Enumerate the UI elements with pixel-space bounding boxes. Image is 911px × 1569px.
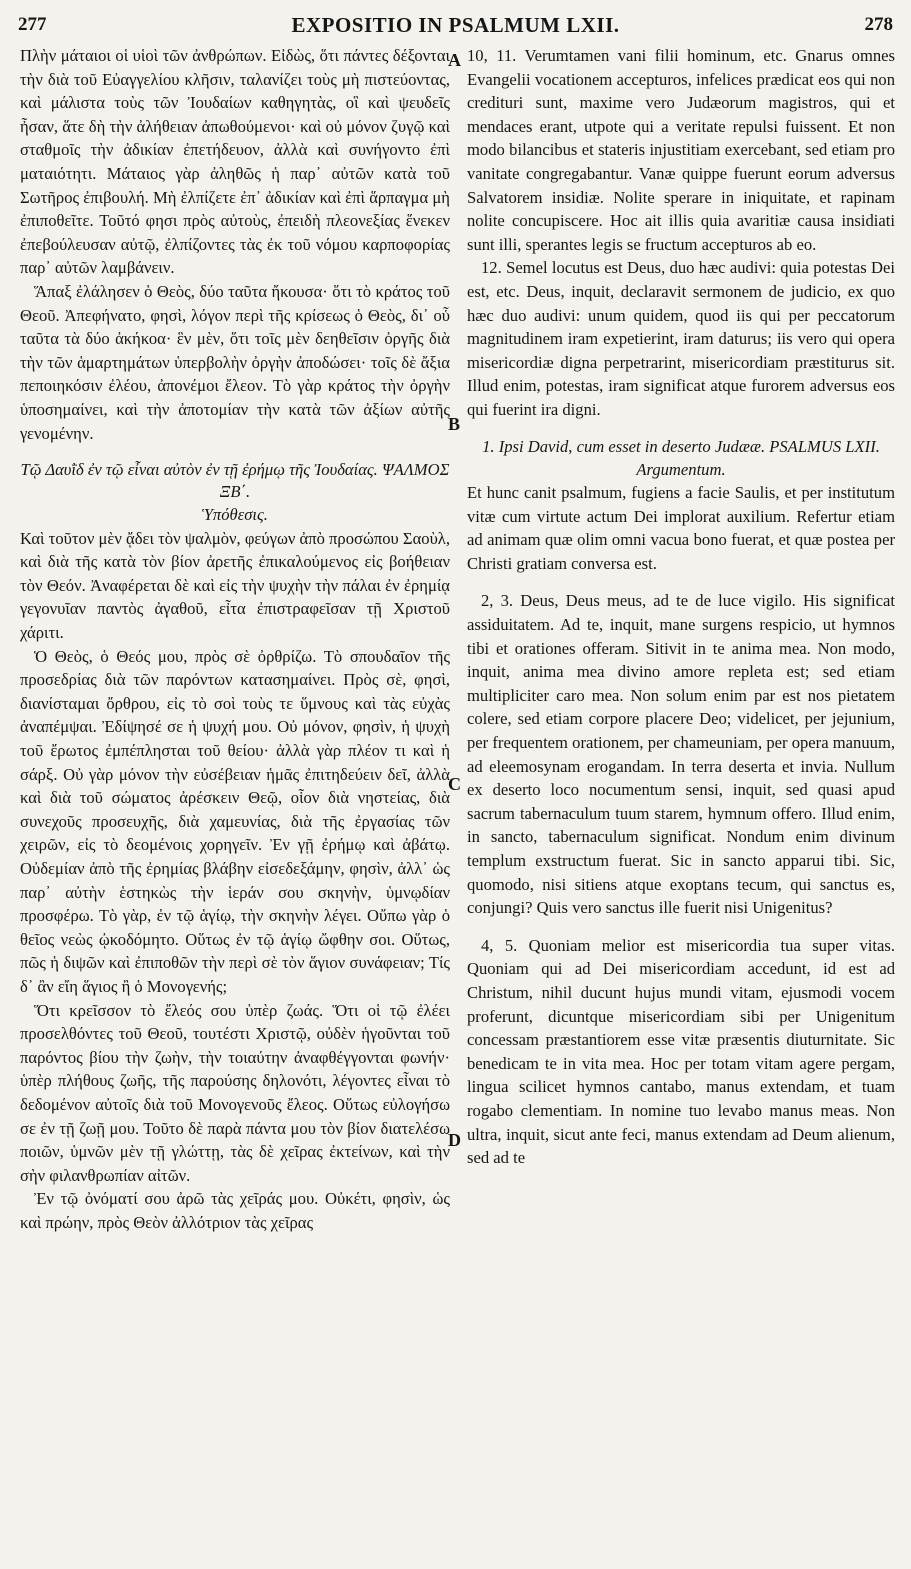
greek-paragraph-2: Ἅπαξ ἐλάλησεν ὁ Θεὸς, δύο ταῦτα ἤκουσα· ὅτι τὸ κράτος τοῦ Θεοῦ. Ἀπεφήνατο, φησὶ, λόγον περὶ τῆς κρίσεως ὁ Θεὸς, δι᾽ οὗ ταῦτα τὰ δύο ἀκήκοα· ἓν μὲν, ὅτι τοῖς μὲν δεηθεῖσιν ὀργῆς διὰ τὴν τῶν ἁμαρτημάτων ὑπερβολὴν ὀργὴν ἀποδώσει· τοῖς δὲ ἄξια πεποιηκόσιν ἐλέου, ἀπονέμοι ἔλεον. Τὸ γὰρ κράτος τὴν ὀργὴν ὑποσημαίνει, καὶ τὴν ἀποτομίαν τὴν κατὰ τῶν ἀξίων αὐτῆς γενομένην. (20, 281, 450, 443)
page-number-right: 278 (864, 14, 893, 35)
running-title: EXPOSITIO IN PSALMUM LXII. (291, 12, 620, 37)
latin-column (467, 44, 895, 1170)
spacer (20, 445, 450, 459)
greek-paragraph-6: Ἐν τῷ ὀνόματί σου ἀρῶ τὰς χεῖράς μου. Οὐκέτι, φησὶν, ὡς καὶ πρώην, πρὸς Θεὸν ἀλλότριον τὰς χεῖρας (20, 1189, 450, 1232)
latin-paragraph-2: 12. Semel locutus est Deus, duo hæc audivi: quia potestas Dei est, etc. Deus, inquit, declaravit sermonem de judicio, ex quo hæc duo audivi: unum quidem, quod iis qui per peccatorum magnitudinem iram expetierint, iram daturus; iis vero qui opera misericordiæ digna perpetrarint, misericordiam præstiturus sit. Illud enim, potestas, iram significat atque furorem adversus eos qui fuerint ira digni. (467, 258, 895, 419)
greek-subtitle: Ὑπόθεσις. (202, 505, 268, 525)
spacer (467, 422, 895, 436)
greek-psalm-title: Τῷ Δαυῒδ ἐν τῷ εἶναι αὐτὸν ἐν τῇ ἐρήμῳ τῆς Ἰουδαίας. ΨΑΛΜΟΣ ΞΒ΄. (20, 460, 450, 502)
greek-paragraph-5: Ὅτι κρεῖσσον τὸ ἔλεός σου ὑπὲρ ζωάς. Ὅτι οἱ τῷ ἐλέει προσελθόντες τοῦ Θεοῦ, τουτέστι Χριστῷ, οὐδὲν ἡγοῦνται τοῦ παρόντος βίου τὴν ζωὴν, τὴν τοιαύτην ἀναφθέγγονται φωνήν· ὑπὲρ πλήθους ζωῆς, τῆς παρούσης δηλονότι, λέγοντες εἶναι τὸ δεδομένον αὐτοῖς διὰ τοῦ Μονογενοῦς ἔλεος. Οὕτως εὐλογήσω σε ἐν τῇ ζωῇ μου. Τοῦτο δὲ παρὰ πάντα μου τὸν βίον διατελέσω ποιῶν, ὑμνῶν μὲν τῇ γλώττῃ, τὰς δὲ χεῖρας ἐκτείνων, καὶ τὴν σὴν φιλανθρωπίαν αἰτῶν. (20, 1000, 450, 1185)
spacer (467, 575, 895, 589)
margin-marker-d: D (448, 1130, 461, 1150)
margin-marker-c: C (448, 774, 461, 794)
latin-paragraph-4: 2, 3. Deus, Deus meus, ad te de luce vigilo. His significat assiduitatem. Ad te, inquit, mane surgens respicio, ut hymnos tibi et orationes offeram. Sitivit in te anima mea. Non modo, inquit, anima mea divino amore repleta est; sed etiam multipliciter caro mea. Non solum enim par est nos pietatem colere, sed etiam corpore placere Deo; videlicet, per jejunium, per frequentem orationem, per chameuniam, per opera manuum, ad eleemosynam erogandam. In terra deserta et invia. Nullum ex deserto loco nocumentum sensi, inquit, sed quasi apud sacrum tabernaculum tuum starem, hymnum offero. Illud enim, in sancto, tabernaculum significat. Nondum enim divinum templum exstructum fuerat. Sic in sancto apparui tibi. Sic, quomodo, nisi sitiens atque exoptans tecum, qui sanctus es, conjungi? Quis vero sanctus ille fuerit nisi Unigenitus? (467, 591, 895, 918)
latin-paragraph-1: 10, 11. Verumtamen vani filii hominum, etc. Gnarus omnes Evangelii vocationem accepturos, infelices prædicat eos qui non credituri sunt, maxime vero Judæorum magistros, qui et mendaces erant, utpote qui a veritate repulsi fuissent. Et non modo bilancibus et stateris injustitiam exercebant, sed etiam pro vanitate congregabantur. Vanæ quippe fuerunt eorum adversus Salvatorem insidiæ. Nolite sperare in iniquitate, et rapinam nolite concupiscere. Hoc ait illis quia avaritiæ causa insidiati sunt illi, sperantes legis se fructum accepturos ab eo. (467, 46, 895, 254)
page-header (18, 8, 893, 42)
latin-subtitle: Argumentum. (636, 459, 726, 479)
greek-column (20, 44, 450, 1235)
latin-paragraph-3: Et hunc canit psalmum, fugiens a facie Saulis, et per institutum vitæ cum virtute actum Dei implorat auxilium. Refertur etiam ad animam quæ olim omni vacua bono fuerat, et quæ postea per Christi gratiam conversa est. (467, 483, 895, 573)
greek-paragraph-4: Ὁ Θεὸς, ὁ Θεός μου, πρὸς σὲ ὀρθρίζω. Τὸ σπουδαῖον τῆς προσεδρίας διὰ τῶν παρόντων κατασημαίνει. Πρὸς σὲ, φησὶ, διανίσταμαι ὄρθρου, εἰς τὸ σοὶ τοὺς τε ὕμνους καὶ τὰς εὐχὰς ἀναπέμψαι. Ἐδίψησέ σε ἡ ψυχή μου. Οὐ μόνον, φησὶν, ἡ ψυχὴ τοῦ ἔρωτος ἐμπέπλησται τοῦ θείου· ἀλλὰ γὰρ πλέον τι καὶ ἡ σάρξ. Οὐ γὰρ μόνον τὴν εὐσέβειαν ἡμᾶς ἐπιτηδεύειν δεῖ, ἀλλὰ καὶ διὰ τοῦ σώματος ἀρέσκειν Θεῷ, οἷον διὰ νηστείας, διὰ συνεχοῦς προσευχῆς, διὰ χαμευνίας, διὰ τῆς ἐργασίας τῶν χειρῶν, εἰς τὸ δεομένοις χορηγεῖν. Ἐν γῇ ἐρήμῳ καὶ ἀβάτῳ. Οὐδεμίαν ἀπὸ τῆς ἐρημίας βλάβην εἰσεδεξάμην, φησὶν, ἀλλ᾽ ὡς παρ᾽ αὐτὴν ἑστηκὼς τὴν ἱεράν σου σκηνὴν, ὑμνῳδίαν προσφέρω. Τὸ γὰρ, ἐν τῷ ἁγίῳ, τὴν σκηνὴν λέγει. Οὔπω γὰρ ὁ θεῖος νεὼς ᾠκοδόμητο. Οὕτως ἐν τῷ ἁγίῳ ὤφθην σοι. Οὕτως, πῶς ἡ διψῶν καὶ ἐπιποθῶν τὴν περὶ σὲ τὸν ἅγιον συνάφειαν; Τίς δ᾽ ἂν εἴη ἅγιος ἢ ὁ Μονογενής; (20, 646, 450, 996)
page-number-left: 277 (18, 14, 47, 35)
greek-paragraph-3: Καὶ τοῦτον μὲν ᾄδει τὸν ψαλμὸν, φεύγων ἀπὸ προσώπου Σαοὺλ, καὶ διὰ τῆς κατὰ τὸν βίον ἀρετῆς ἐπικαλούμενος εἰς βοήθειαν τὸν Θεόν. Ἀναφέρεται δὲ καὶ εἰς τὴν ψυχὴν τὴν πάλαι ἐν ἐρημίᾳ γεγονυῖαν παντὸς ἀγαθοῦ, εἶτα ἐπιστραφεῖσαν τῇ Χριστοῦ χάριτι. (20, 528, 450, 643)
latin-psalm-title: 1. Ipsi David, cum esset in deserto Judææ. PSALMUS LXII. (482, 436, 880, 456)
greek-paragraph-1: Πλὴν μάταιοι οἱ υἱοὶ τῶν ἀνθρώπων. Εἰδὼς, ὅτι πάντες δέξονται τὴν διὰ τοῦ Εὐαγγελίου κλῆσιν, ταλανίζει τοὺς μὴ πιστεύοντας, καὶ μάλιστα τοὺς τῶν Ἰουδαίων καθηγητὰς, οἳ καὶ ψευδεῖς ἦσαν, ἅτε δὴ τὴν ἀλήθειαν ἀπωθούμενοι· καὶ οὐ μόνον ζυγῷ καὶ σταθμοῖς τὴν ἀδικίαν ἐπετήδευον, ἀλλὰ καὶ συνήγοντο ἐπὶ ματαιότητι. Μάταιος γὰρ ἀληθῶς ἡ παρ᾽ αὐτῶν κατὰ τοῦ Σωτῆρος ἐπιβουλή. Μὴ ἐλπίζετε ἐπ᾽ ἀδικίαν καὶ ἐπὶ ἅρπαγμα μὴ ἐπιποθεῖτε. Τοῦτό φησι πρὸς αὐτοὺς, ἐπειδὴ πλεονεξίας ἕνεκεν ἐπεβούλευσαν αὐτῷ, ἐλπίζοντες τὰς ἐκ τοῦ νόμου καρποφορίας παρ᾽ αὐτῶν λαμβάνειν. (20, 46, 450, 278)
latin-paragraph-5: 4, 5. Quoniam melior est misericordia tua super vitas. Quoniam qui ad Dei misericordiam accedunt, id est ad Christum, nihil ducunt hujus mundi vitam, ejusmodi vocem proferunt, dicuntque misericordiam sibi per Unigenitum concessam præstantiorem esse vitæ præsentis diuturnitate. Sic benedicam te in vita mea. Hoc per totam vitam agere pergam, lingua scilicet hymnos cantabo, manus extendam, et tuam rogabo clementiam. In nomine tuo levabo manus meas. Non ultra, inquit, sicut ante feci, manus extendam ad Deum alienum, sed ad te (467, 935, 895, 1168)
margin-marker-a: A (448, 50, 461, 70)
spacer (467, 920, 895, 934)
margin-marker-b: B (448, 414, 461, 434)
